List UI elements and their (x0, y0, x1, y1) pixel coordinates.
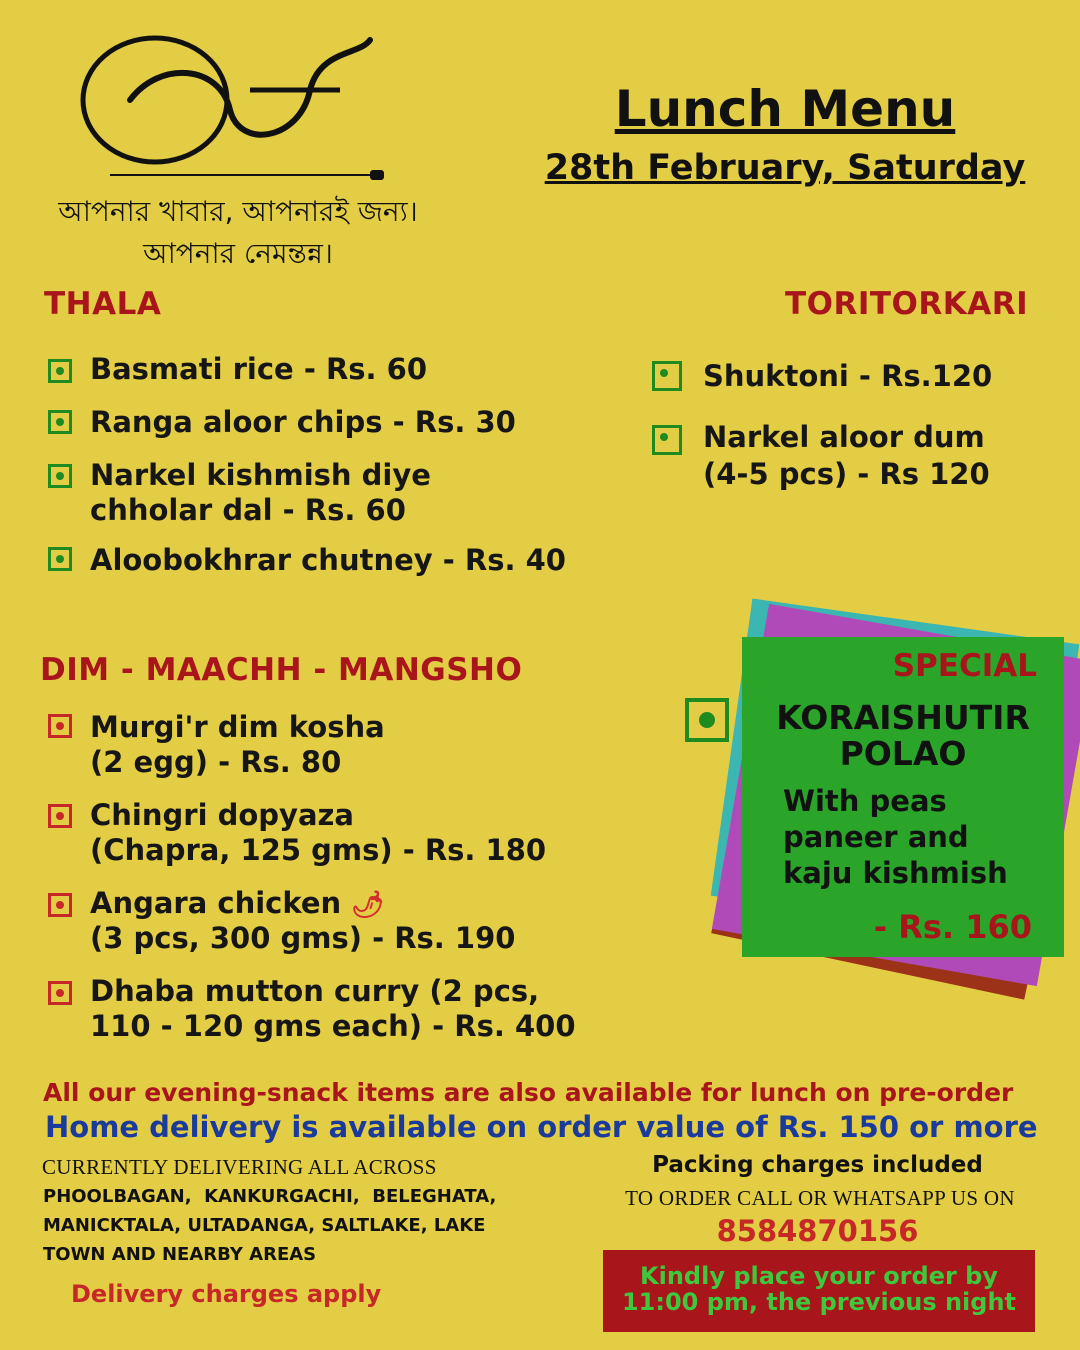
special-name-line1: KORAISHUTIR (776, 698, 1030, 737)
page-title: Lunch Menu (614, 80, 956, 138)
thala-item-cont: chholar dal - Rs. 60 (90, 493, 406, 527)
toritorkari-item-cont: (4-5 pcs) - Rs 120 (703, 457, 990, 491)
deadline-line1: Kindly place your order by (640, 1262, 998, 1290)
nonveg-item-cont: (2 egg) - Rs. 80 (90, 745, 342, 779)
nonveg-item-cont: (3 pcs, 300 gms) - Rs. 190 (90, 921, 516, 955)
order-deadline-banner (603, 1250, 1035, 1332)
tagline-line2: আপনার নেমন্তন্ন। (143, 237, 333, 270)
phone-number[interactable]: 8584870156 (716, 1214, 919, 1248)
nonveg-item (90, 886, 384, 923)
thala-heading: THALA (44, 286, 162, 322)
menu-date: 28th February, Saturday (544, 148, 1026, 188)
special-desc-line3: kaju kishmish (783, 856, 1008, 890)
logo-script-mark (70, 20, 400, 190)
areas-line2: MANICKTALA, ULTADANGA, SALTLAKE, LAKE (43, 1215, 486, 1236)
nonveg-item-cont: (Chapra, 125 gms) - Rs. 180 (90, 833, 547, 867)
thala-item: Basmati rice - Rs. 60 (90, 352, 428, 386)
nonveg-item-label: Angara chicken (90, 886, 342, 920)
nonveg-item: Murgi'r dim kosha (90, 710, 385, 744)
dim-maachh-mangsho-heading: DIM - MAACHH - MANGSHO (40, 652, 523, 688)
areas-line3: TOWN AND NEARBY AREAS (43, 1244, 317, 1265)
areas-line1: PHOOLBAGAN, KANKURGACHI, BELEGHATA, (43, 1186, 497, 1207)
nonveg-icon (48, 981, 72, 1005)
nonveg-icon (48, 804, 72, 828)
deadline-line2: 11:00 pm, the previous night (621, 1288, 1017, 1316)
thala-item: Ranga aloor chips - Rs. 30 (90, 405, 516, 439)
special-name-line2: POLAO (839, 734, 967, 773)
veg-icon (48, 359, 72, 383)
chili-icon: 🌶 (351, 890, 385, 920)
evening-snack-note: All our evening-snack items are also available for lunch on pre-order (43, 1078, 1014, 1107)
nonveg-item: Chingri dopyaza (90, 798, 354, 832)
logo (70, 20, 400, 190)
veg-icon (48, 464, 72, 488)
special-desc-line2: paneer and (783, 820, 969, 854)
veg-icon (48, 547, 72, 571)
packing-note: Packing charges included (652, 1152, 983, 1178)
thala-item: Aloobokhrar chutney - Rs. 40 (90, 543, 566, 577)
special-desc-line1: With peas (783, 784, 947, 818)
veg-icon (48, 410, 72, 434)
nonveg-icon (48, 714, 72, 738)
special-price: - Rs. 160 (873, 908, 1032, 946)
special-label: SPECIAL (892, 648, 1037, 684)
nonveg-item-cont: 110 - 120 gms each) - Rs. 400 (90, 1009, 576, 1043)
toritorkari-heading: TORITORKARI (785, 286, 1029, 322)
veg-icon (652, 425, 682, 455)
thala-item: Narkel kishmish diye (90, 458, 431, 492)
order-call-note: TO ORDER CALL OR WHATSAPP US ON (625, 1186, 1015, 1210)
veg-icon (652, 361, 682, 391)
toritorkari-item: Shuktoni - Rs.120 (703, 359, 993, 393)
nonveg-item: Dhaba mutton curry (2 pcs, (90, 974, 540, 1008)
veg-icon (685, 698, 729, 742)
tagline-line1: আপনার খাবার, আপনারই জন্য। (58, 195, 418, 228)
nonveg-icon (48, 893, 72, 917)
home-delivery-note: Home delivery is available on order value of Rs. 150 or more (45, 1110, 1038, 1144)
toritorkari-item: Narkel aloor dum (703, 420, 985, 454)
delivery-charges-note: Delivery charges apply (71, 1280, 382, 1308)
delivering-heading: CURRENTLY DELIVERING ALL ACROSS (42, 1155, 437, 1179)
